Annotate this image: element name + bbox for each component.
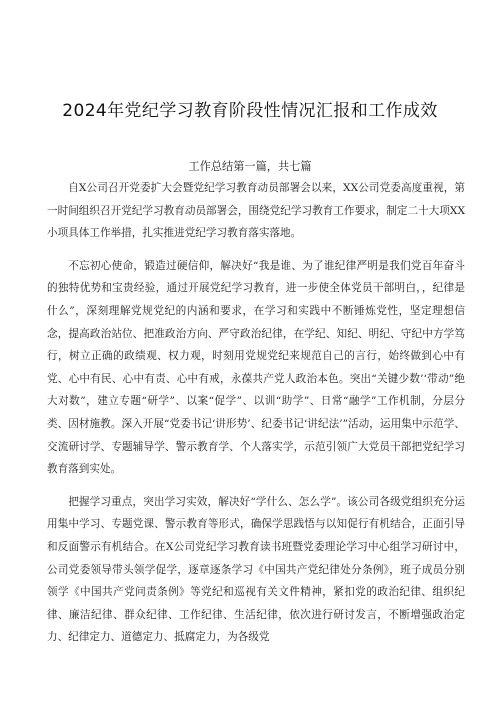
page-subtitle: 工作总结第一篇，共七篇 <box>188 160 312 173</box>
paragraph-3: 把握学习重点，突出学习实效，解决好“学什么、怎么学”。该公司各级党组织充分运用集中学习、专题党课、警示教育等形式，确保学思践悟与以知促行有机结合，正面引导和反面警示有机结合。在X公司党纪学习教育读书班暨党委理论学习中心组学习研讨中，公司党委领导带头领学促学，逐章逐条学习《中国共产党纪律处分条例》，班子成员分别领学《中国共产党问责条例》等党纪和巡视有关文件精神，紧扣党的政治纪律、组织纪律、廉洁纪律、群众纪律、工作纪律、生活纪律，依次进行研讨发言，不断增强政治定力、纪律定力、道德定力、抵腐定力，为各级党 <box>47 495 465 644</box>
page-title: 2024年党纪学习教育阶段性情况汇报和工作成效 <box>62 101 438 121</box>
paragraph-2: 不忘初心使命，锻造过硬信仰，解决好“我是谁、为了谁纪律严明是我们党百年奋斗的独特优势和宝贵经验，通过开展党纪学习教育，进一步使全体党员干部明白，，纪律是什么”，深刻理解党规党纪的内涵和要求，在学习和实践中不断锤炼党性，坚定理想信念，提高政治站位、把准政治方向、严守政治纪律，在学纪、知纪、明纪、守纪中方学笃行，树立正确的政绩观、权力观，时刻用党规党纪来规范自己的言行，始终做到心中有党、心中有民、心中有责、心中有戒，永葆共产党人政治本色。突出“关键少数’‘带动”绝大对数”，建立专题“研学”、以案“促学”、以训“助学”、日常“融学”工作机制，分层分类、因材施教。深入开展“党委书记‘讲形势’、纪委书记‘讲纪法’”活动，运用集中示范学、交流研讨学、专题辅导学、警示教育学、个人落实学，示范引领广大党员干部把党纪学习教育落到实处。 <box>47 259 465 476</box>
paragraph-1: 自X公司召开党委扩大会暨党纪学习教育动员部署会以来，XX公司党委高度重视，第一时间组织召开党纪学习教育动员部署会，围绕党纪学习教育工作要求，制定二十大项XX小项具体工作举措，扎实推进党纪学习教育落实落地。 <box>47 182 465 240</box>
document-body <box>47 177 465 659</box>
